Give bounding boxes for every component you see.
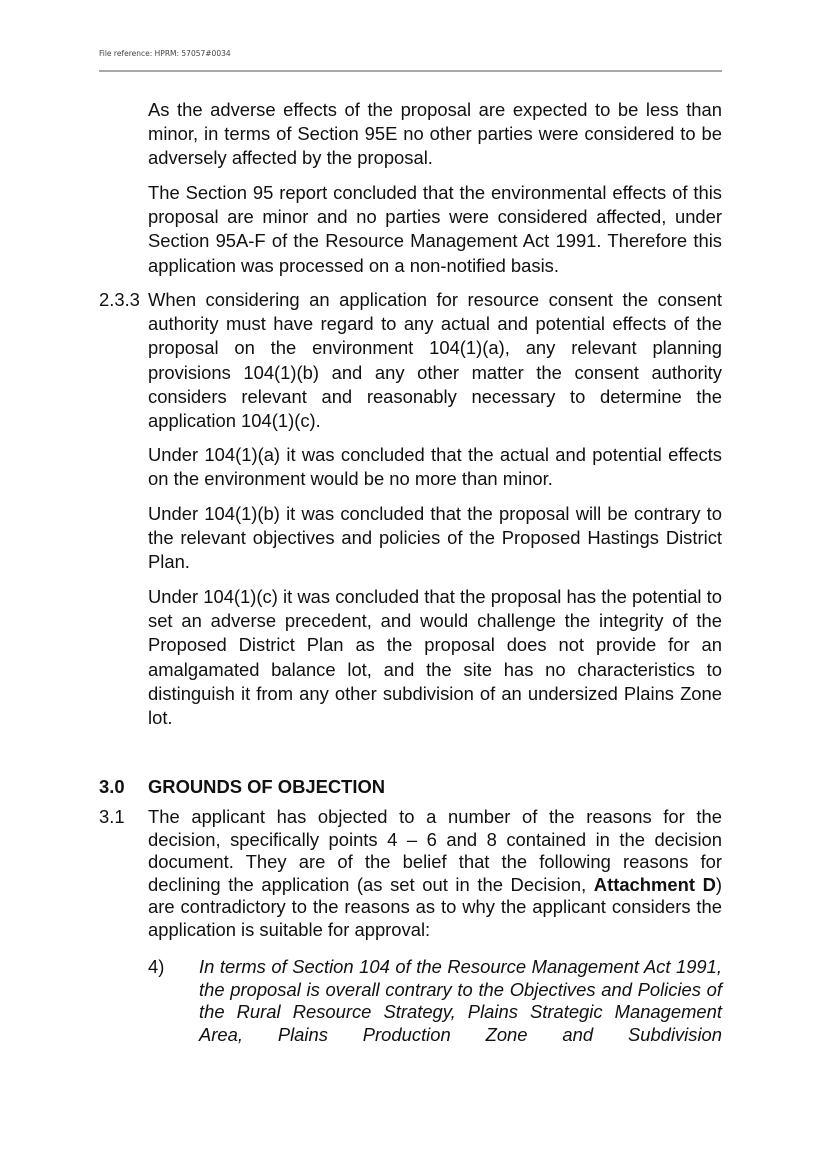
paragraph-text: Under 104(1)(b) it was concluded that the proposal will be contrary to the relevant objectives and policies of the Proposed Hastings District Plan.	[148, 503, 722, 573]
paragraph-104-1-b	[148, 502, 722, 575]
list-item-number-4: 4)	[148, 956, 165, 977]
paragraph-text: Under 104(1)(c) it was concluded that the proposal has the potential to set an adverse precedent, and would challenge the integrity of the Proposed District Plan as the proposal does not provide for an amalgamated balance lot, and the site has no characteristics to distinguish it from any other subdivision of an undersized Plains Zone lot.	[148, 586, 722, 729]
paragraph-section-95-report	[148, 181, 722, 278]
clause-number-3-1: 3.1	[99, 806, 125, 827]
paragraph-text: The Section 95 report concluded that the environmental effects of this proposal are minor and no parties were considered affected, under Section 95A-F of the Resource Management Act 1991. Therefore this application was processed on a non-notified basis.	[148, 182, 722, 276]
paragraph-text: Under 104(1)(a) it was concluded that the actual and potential effects on the environment would be no more than minor.	[148, 444, 722, 490]
paragraph-text: When considering an application for resource consent the consent authority must have regard to any actual and potential effects of the proposal on the environment 104(1)(a), any relevant planning provisions 104(1)(b) and any other matter the consent authority considers relevant and reasonably necessary to determine the application 104(1)(c).	[148, 289, 722, 432]
header-divider	[99, 70, 722, 72]
section-heading: GROUNDS OF OBJECTION	[148, 776, 386, 797]
section-number-3-0: 3.0	[99, 776, 125, 797]
file-reference: File reference: HPRM: 57057#0034	[99, 49, 231, 58]
paragraph-104-1-c	[148, 585, 722, 730]
attachment-reference: Attachment D	[593, 873, 716, 895]
paragraph-text	[148, 806, 722, 942]
paragraph-3-1	[148, 806, 722, 942]
list-item-text: In terms of Section 104 of the Resource Management Act 1991, the proposal is overall contrary to the Objectives and Policies of the Rural Resource Strategy, Plains Strategic Management Area, Plains Production Zone and Subdivision	[199, 956, 722, 1045]
paragraph-2-3-3	[148, 288, 722, 433]
paragraph-section-95e	[148, 98, 722, 171]
paragraph-text: As the adverse effects of the proposal are expected to be less than minor, in terms of Section 95E no other parties were considered to be adversely affected by the proposal.	[148, 99, 722, 169]
paragraph-text-part: The applicant has objected to a number of the reasons for the decision, specifically points 4 – 6 and 8 contained in the decision document. They are of the belief that the following reasons for declining the application (as set out in the Decision,	[148, 806, 722, 895]
paragraph-text-part: ) are contradictory to the reasons as to why the applicant considers the application is suitable for approval:	[148, 873, 722, 940]
list-item-4	[199, 956, 722, 1046]
clause-number-2-3-3: 2.3.3	[99, 289, 140, 310]
paragraph-104-1-a	[148, 443, 722, 491]
